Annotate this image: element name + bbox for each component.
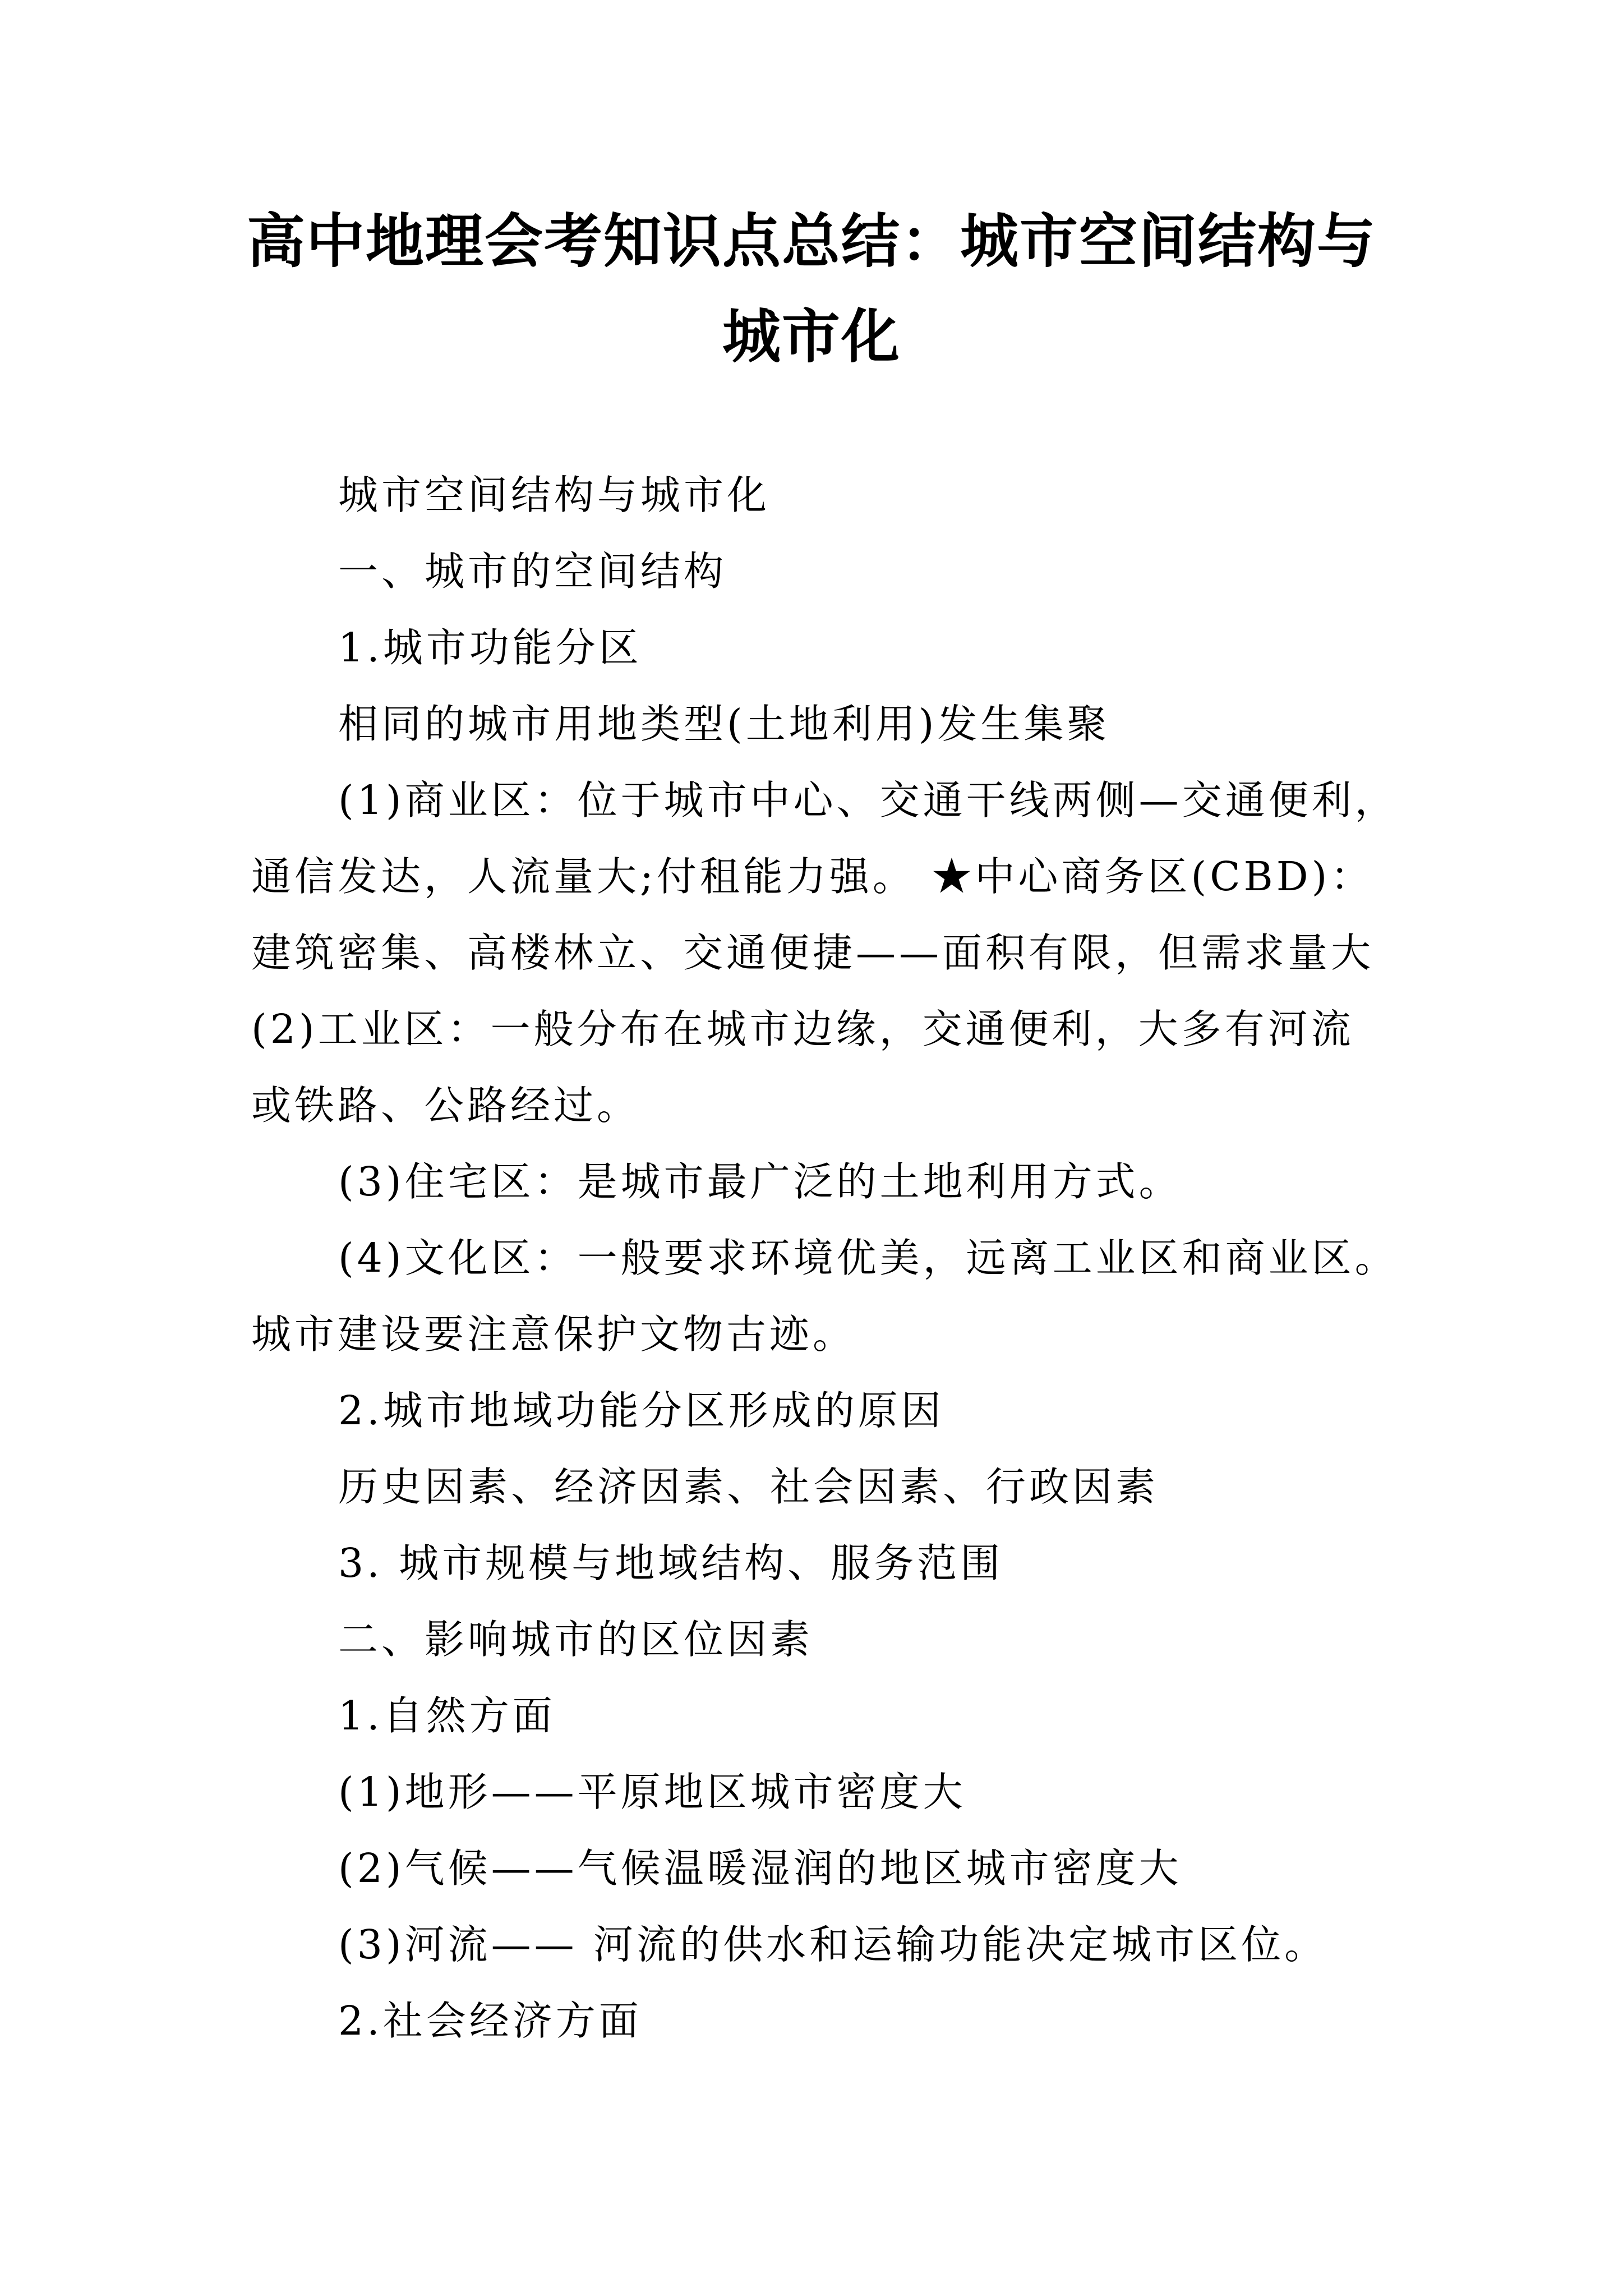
paragraph-line: 相同的城市用地类型(土地利用)发生集聚 <box>338 701 1110 747</box>
document-title <box>213 194 1410 384</box>
subsection-heading: 1.城市功能分区 <box>338 624 642 671</box>
title-line-2: 城市化 <box>722 302 901 371</box>
paragraph-line: 通信发达，人流量大;付租能力强。 ★中心商务区(CBD)： <box>251 853 1374 900</box>
document-body <box>251 457 1429 2059</box>
subsection-heading: 3. 城市规模与地域结构、服务范围 <box>338 1540 1004 1586</box>
chapter-heading: 一、城市的空间结构 <box>338 548 727 595</box>
paragraph-line: 建筑密集、高楼林立、交通便捷——面积有限，但需求量大 <box>251 930 1375 976</box>
paragraph-line: (2)工业区：一般分布在城市边缘，交通便利，大多有河流 <box>251 1006 1354 1052</box>
paragraph-line: 城市建设要注意保护文物古迹。 <box>251 1311 856 1358</box>
paragraph-line: 历史因素、经济因素、社会因素、行政因素 <box>338 1464 1159 1510</box>
paragraph-line: (3)住宅区：是城市最广泛的土地利用方式。 <box>338 1158 1182 1205</box>
subsection-heading: 2.城市地域功能分区形成的原因 <box>338 1387 944 1434</box>
paragraph-line: (1)商业区：位于城市中心、交通干线两侧—交通便利， <box>338 777 1398 823</box>
subsection-heading: 2.社会经济方面 <box>338 1998 642 2044</box>
paragraph-line: (4)文化区：一般要求环境优美，远离工业区和商业区。 <box>338 1235 1398 1281</box>
paragraph-line: (3)河流—— 河流的供水和运输功能决定城市区位。 <box>338 1921 1328 1968</box>
paragraph-line: (2)气候——气候温暖湿润的地区城市密度大 <box>338 1845 1182 1892</box>
subsection-heading: 1.自然方面 <box>338 1692 556 1739</box>
paragraph-line: 或铁路、公路经过。 <box>251 1082 640 1129</box>
title-line-1: 高中地理会考知识点总结：城市空间结构与 <box>246 206 1376 275</box>
chapter-heading: 二、影响城市的区位因素 <box>338 1616 814 1663</box>
paragraph-line: (1)地形——平原地区城市密度大 <box>338 1769 966 1815</box>
section-heading: 城市空间结构与城市化 <box>338 472 771 518</box>
